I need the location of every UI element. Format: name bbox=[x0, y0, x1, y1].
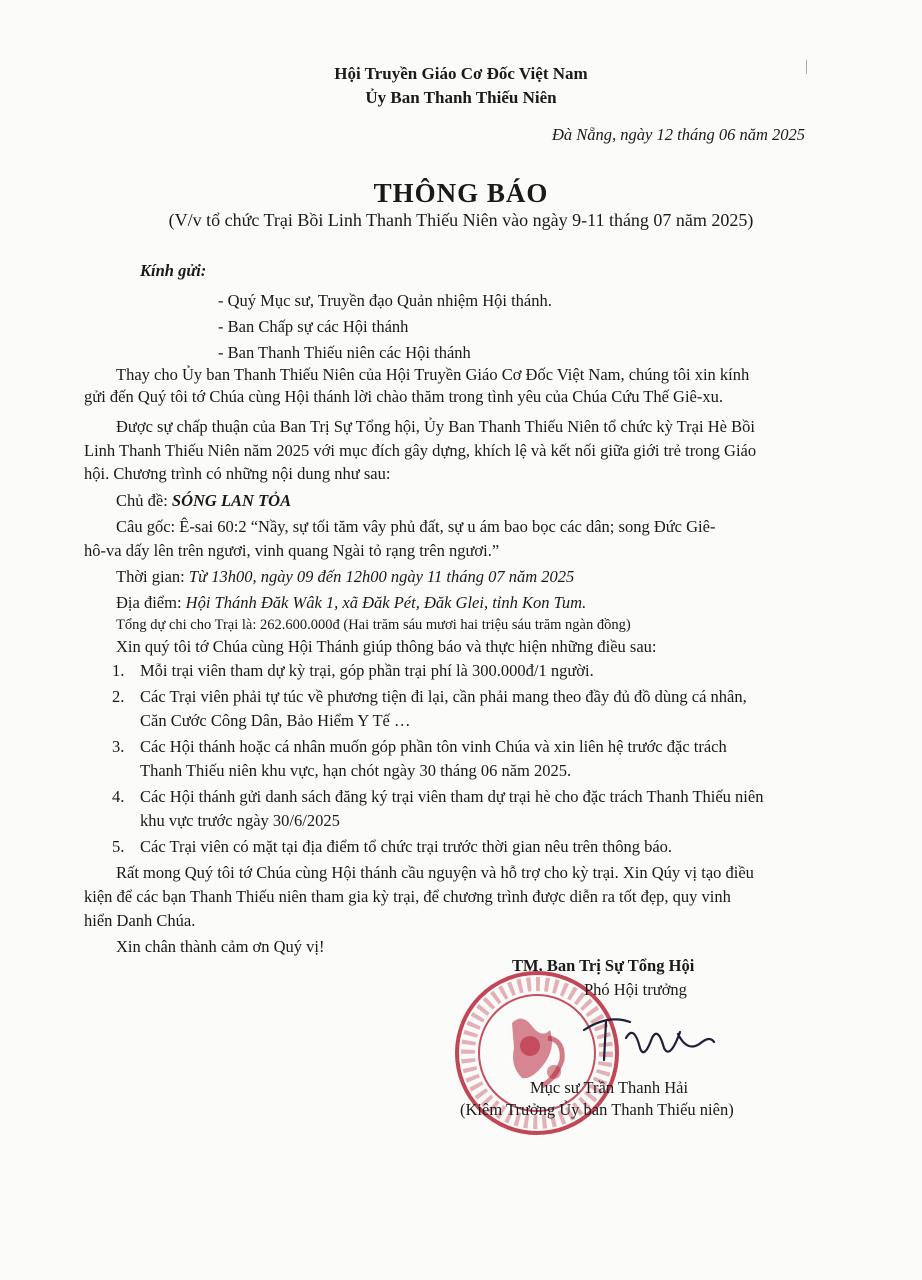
list-item-5 bbox=[112, 836, 672, 858]
theme-value: SÓNG LAN TỎA bbox=[171, 491, 292, 510]
list-item-4 bbox=[112, 786, 763, 808]
closing-line: Rất mong Quý tôi tớ Chúa cùng Hội thánh cầu nguyện và hỗ trợ cho kỳ trại. Xin Qúy vị tạo điều bbox=[116, 863, 754, 882]
list-item-1 bbox=[112, 660, 594, 682]
org-name: Hội Truyền Giáo Cơ Đốc Việt Nam bbox=[334, 64, 588, 83]
time-label: Thời gian: bbox=[116, 567, 189, 586]
greeting: Kính gửi: bbox=[140, 261, 207, 280]
location-label: Địa điểm: bbox=[116, 593, 186, 612]
document-title: THÔNG BÁO bbox=[373, 178, 549, 208]
closing-line: hiển Danh Chúa. bbox=[84, 911, 196, 930]
list-item-number: 5. bbox=[112, 837, 125, 856]
list-item-3 bbox=[112, 736, 727, 758]
intro-line: Thay cho Ủy ban Thanh Thiếu Niên của Hội Truyền Giáo Cơ Đốc Việt Nam, chúng tôi xin kính bbox=[116, 365, 750, 384]
verse-line: Câu gốc: Ê-sai 60:2 “Nầy, sự tối tăm vây phủ đất, sự u ám bao bọc các dân; song Đức Giê- bbox=[116, 517, 716, 536]
list-item-text: Các Hội thánh gửi danh sách đăng ký trại viên tham dự trại hè cho đặc trách Thanh Thiếu niên bbox=[140, 787, 764, 806]
signature-name: Mục sư Trần Thanh Hải bbox=[530, 1078, 689, 1097]
closing-line: kiện để các bạn Thanh Thiếu niên tham gia kỳ trại, để chương trình được diễn ra tốt đẹp, quy vinh bbox=[84, 887, 731, 906]
list-item-4-cont: khu vực trước ngày 30/6/2025 bbox=[140, 811, 340, 830]
list-item-number: 3. bbox=[112, 737, 125, 756]
signature-role: Phó Hội trưởng bbox=[584, 980, 687, 999]
list-item-number: 4. bbox=[112, 787, 125, 806]
list-item-3-cont: Thanh Thiếu niên khu vực, hạn chót ngày 30 tháng 06 năm 2025. bbox=[140, 761, 572, 780]
list-item-2 bbox=[112, 686, 747, 708]
recipient-item: - Ban Thanh Thiếu niên các Hội thánh bbox=[218, 343, 471, 362]
approval-line: hội. Chương trình có những nội dung như sau: bbox=[84, 464, 391, 483]
budget-line: Tổng dự chi cho Trại là: 262.600.000đ (Hai trăm sáu mươi hai triệu sáu trăm ngàn đồng) bbox=[116, 617, 631, 633]
request-line: Xin quý tôi tớ Chúa cùng Hội Thánh giúp thông báo và thực hiện những điều sau: bbox=[116, 637, 657, 656]
list-item-text: Các Trại viên có mặt tại địa điểm tổ chức trại trước thời gian nêu trên thông báo. bbox=[140, 837, 673, 856]
list-item-text: Các Hội thánh hoặc cá nhân muốn góp phần tôn vinh Chúa và xin liên hệ trước đặc trách bbox=[140, 737, 727, 756]
thanks-line: Xin chân thành cảm ơn Quý vị! bbox=[116, 937, 325, 956]
location-value: Hội Thánh Đăk Wâk 1, xã Đăk Pét, Đăk Glei, tỉnh Kon Tum. bbox=[185, 593, 587, 612]
date-line: Đà Nẵng, ngày 12 tháng 06 năm 2025 bbox=[552, 125, 805, 144]
list-item-text: Các Trại viên phải tự túc về phương tiện đi lại, cần phải mang theo đầy đủ đồ dùng cá nhân, bbox=[140, 687, 747, 706]
list-item-2-cont: Căn Cước Công Dân, Bảo Hiểm Y Tế … bbox=[140, 711, 411, 730]
theme-label: Chủ đề: bbox=[116, 491, 172, 510]
approval-line: Được sự chấp thuận của Ban Trị Sự Tổng hội, Ủy Ban Thanh Thiếu Niên tổ chức kỳ Trại Hè Bồi bbox=[116, 417, 755, 436]
approval-line: Linh Thanh Thiếu Niên năm 2025 với mục đích gây dựng, khích lệ và kết nối giữa giới trẻ trong Giáo bbox=[84, 441, 757, 460]
committee-name: Ủy Ban Thanh Thiếu Niên bbox=[365, 88, 557, 107]
signature-org: TM. Ban Trị Sự Tổng Hội bbox=[512, 956, 695, 975]
time-value: Từ 13h00, ngày 09 đến 12h00 ngày 11 tháng 07 năm 2025 bbox=[188, 567, 575, 586]
list-item-number: 1. bbox=[112, 661, 125, 680]
time-line bbox=[116, 566, 574, 588]
list-item-number: 2. bbox=[112, 687, 125, 706]
verse-line: hô-va dấy lên trên ngươi, vinh quang Ngài tỏ rạng trên ngươi.” bbox=[84, 541, 500, 560]
intro-line: gửi đến Quý tôi tớ Chúa cùng Hội thánh lời chào thăm trong tình yêu của Chúa Cứu Thế Giê-xu. bbox=[84, 387, 724, 406]
document-subtitle: (V/v tổ chức Trại Bồi Linh Thanh Thiếu Niên vào ngày 9-11 tháng 07 năm 2025) bbox=[168, 210, 754, 230]
signature-position: (Kiêm Trưởng Ủy ban Thanh Thiếu niên) bbox=[460, 1100, 734, 1119]
theme-line bbox=[116, 490, 291, 512]
handwritten-signature-icon bbox=[578, 1008, 718, 1068]
location-line bbox=[116, 592, 586, 614]
recipient-item: - Quý Mục sư, Truyền đạo Quản nhiệm Hội thánh. bbox=[218, 291, 552, 310]
list-item-text: Mỗi trại viên tham dự kỳ trại, góp phần trại phí là 300.000đ/1 người. bbox=[140, 661, 594, 680]
recipient-item: - Ban Chấp sự các Hội thánh bbox=[218, 317, 409, 336]
